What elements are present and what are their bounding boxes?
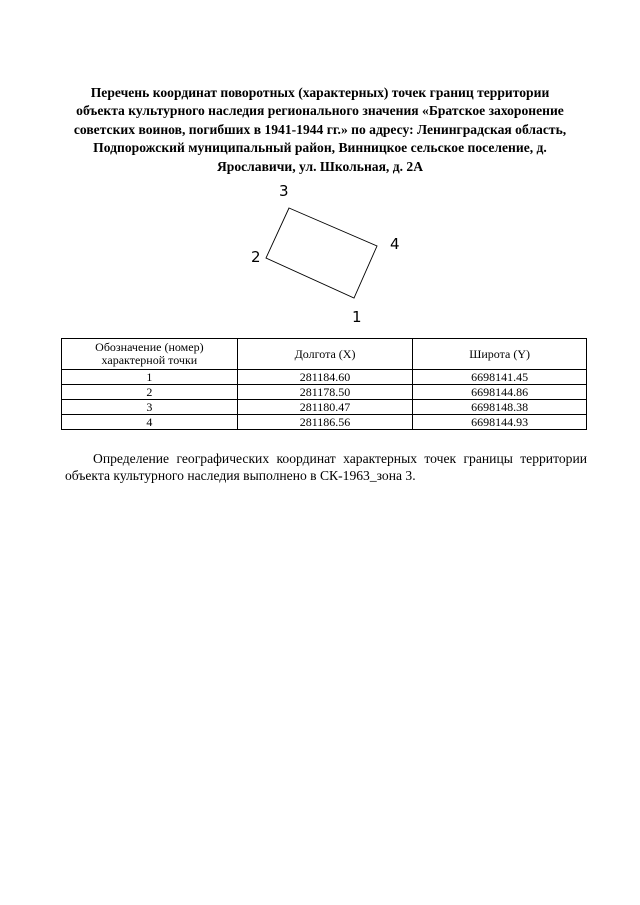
boundary-polygon bbox=[266, 208, 377, 298]
cell-point: 4 bbox=[62, 415, 238, 430]
cell-longitude: 281178.50 bbox=[237, 385, 413, 400]
column-header-point: Обозначение (номер) характерной точки bbox=[62, 339, 238, 370]
cell-longitude: 281184.60 bbox=[237, 370, 413, 385]
table-row bbox=[62, 370, 587, 385]
cell-point: 1 bbox=[62, 370, 238, 385]
cell-point: 2 bbox=[62, 385, 238, 400]
cell-latitude: 6698141.45 bbox=[413, 370, 587, 385]
cell-point: 3 bbox=[62, 400, 238, 415]
cell-latitude: 6698148.38 bbox=[413, 400, 587, 415]
column-header-latitude: Широта (Y) bbox=[413, 339, 587, 370]
point-label-3: 3 bbox=[279, 182, 289, 200]
cell-longitude: 281180.47 bbox=[237, 400, 413, 415]
table-row bbox=[62, 400, 587, 415]
table-row bbox=[62, 385, 587, 400]
cell-longitude: 281186.56 bbox=[237, 415, 413, 430]
point-label-1: 1 bbox=[352, 308, 362, 326]
note-text: Определение географических координат характерных точек границы территории объекта культурного наследия выполнено в СК-1963_зона 3. bbox=[65, 451, 587, 483]
column-header-longitude: Долгота (X) bbox=[237, 339, 413, 370]
cell-latitude: 6698144.86 bbox=[413, 385, 587, 400]
point-label-4: 4 bbox=[390, 235, 400, 253]
table-row bbox=[62, 415, 587, 430]
document-title: Перечень координат поворотных (характерных) точек границ территории объекта культурного наследия регионального значения «Братское захоронение советских воинов, погибших в 1941-1944 гг.» по адресу: Ленинградская область, Подпорожский муниципальный район, Винницкое сельское поселение, д. Ярославичи, ул. Школьная, д. 2А bbox=[73, 85, 567, 174]
boundary-sketch bbox=[240, 176, 410, 326]
point-label-2: 2 bbox=[251, 248, 261, 266]
table-header-row bbox=[62, 339, 587, 370]
coordinate-system-note bbox=[65, 451, 587, 484]
coordinates-table bbox=[61, 338, 587, 430]
cell-latitude: 6698144.93 bbox=[413, 415, 587, 430]
